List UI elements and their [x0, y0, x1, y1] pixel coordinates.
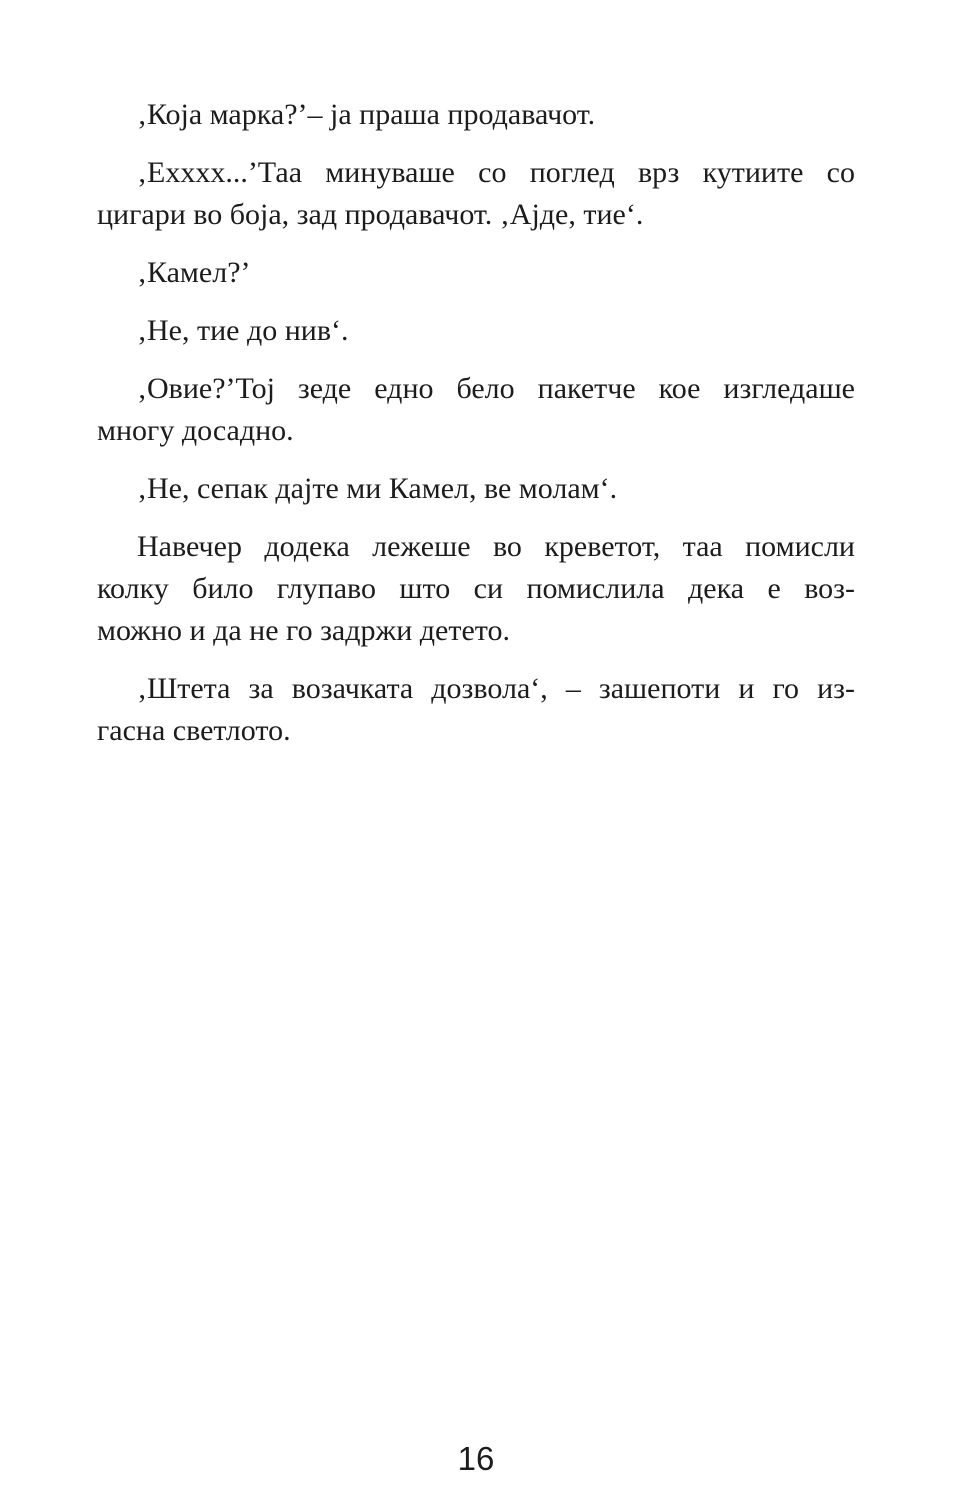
text-line: ‚Еxxxx...’Таа минуваше со поглед врз кутиите со: [137, 156, 855, 189]
text-line: колку било глупаво што си помислила дека е воз-: [97, 572, 855, 605]
text-block: [97, 94, 855, 768]
text-line: можно и да не го задржи детето.: [97, 614, 511, 647]
paragraph: [97, 368, 855, 452]
paragraph: [97, 94, 855, 136]
text-line: ‚Не, тие до нив‘.: [137, 314, 349, 347]
text-line: цигари во боја, зад продавачот. ‚Ајде, тие‘.: [97, 198, 644, 231]
paragraph: [97, 468, 855, 510]
page-number: 16: [457, 1440, 495, 1477]
paragraph: [97, 252, 855, 294]
paragraph: [97, 526, 855, 652]
text-line: ‚Која марка?’– ја праша продавачот.: [137, 98, 596, 131]
text-line: ‚Штета за возачката дозвола‘, – зашепоти и го из-: [137, 672, 855, 705]
paragraph: [97, 668, 855, 752]
text-line: ‚Овие?’Тој зеде едно бело пакетче кое изгледаше: [137, 372, 855, 405]
paragraph: [97, 310, 855, 352]
text-line: гасна светлото.: [97, 714, 291, 747]
text-line: ‚Не, сепак дајте ми Камел, ве молам‘.: [137, 472, 618, 505]
text-line: Навечер додека лежеше во креветот, таа помисли: [137, 530, 855, 563]
text-line: многу досадно.: [97, 414, 294, 447]
text-line: ‚Камел?’: [137, 256, 251, 289]
paragraph: [97, 152, 855, 236]
